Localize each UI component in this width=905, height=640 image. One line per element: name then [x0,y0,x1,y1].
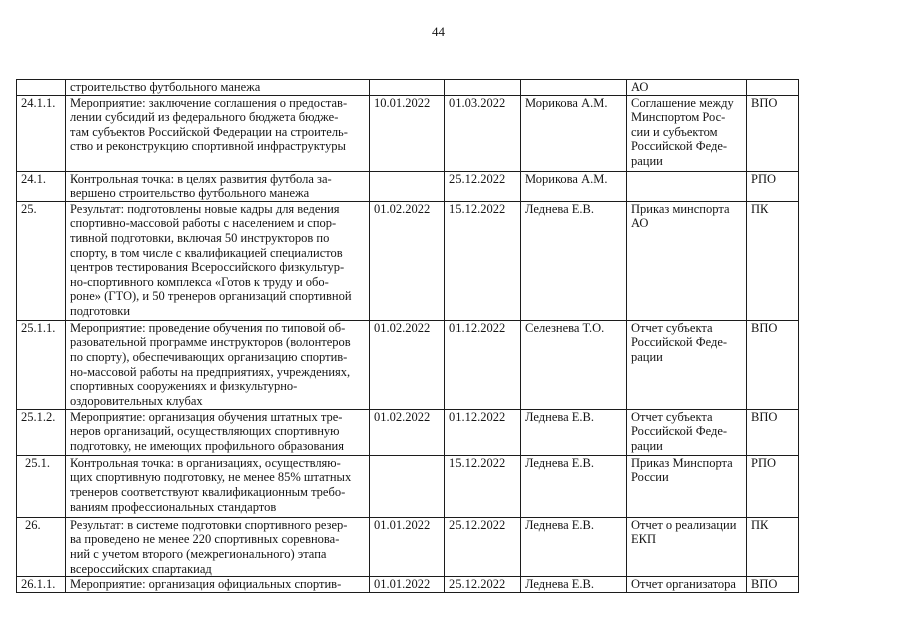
item-number-cell: 25.1.1. [17,320,66,409]
start-date-cell: 01.01.2022 [370,577,445,593]
start-date-cell: 01.02.2022 [370,409,445,455]
document-cell: Отчет субъекта Российской Феде- рации [627,320,747,409]
item-description-cell: Результат: в системе подготовки спортивного резер- ва проведено не менее 220 спортивных соревнова- ний с учетом второго (межрегионального) этапа всероссийских спартакиад [66,517,370,576]
item-number-cell: 25.1. [17,455,66,517]
item-description-cell: Результат: подготовлены новые кадры для ведения спортивно-массовой работы с населением и спор- тивной подготовки, включая 50 инструкторов по спорту, в том числе с квалификацией специалистов центров тестирования Всероссийского физкультур- но-спортивного комплекса «Готов к труду и обо- роне» (ГТО), и 50 тренеров организаций спортивной подготовки [66,201,370,320]
table-row [17,80,799,96]
table-row [17,320,799,409]
document-cell: Отчет о реализации ЕКП [627,517,747,576]
start-date-cell: 01.02.2022 [370,201,445,320]
start-date-cell: 10.01.2022 [370,95,445,171]
item-description-cell: Мероприятие: организация официальных спортив- [66,577,370,593]
page-number: 44 [432,24,445,39]
start-date-cell: 01.02.2022 [370,320,445,409]
document-cell: Отчет субъекта Российской Феде- рации [627,409,747,455]
end-date-cell [445,80,521,96]
control-type-cell: ПК [747,201,799,320]
item-description-cell: строительство футбольного манежа [66,80,370,96]
document-cell: Приказ минспорта АО [627,201,747,320]
end-date-cell: 15.12.2022 [445,455,521,517]
end-date-cell: 15.12.2022 [445,201,521,320]
document-cell: АО [627,80,747,96]
document-cell: Соглашение между Минспортом Рос- сии и субъектом Российской Феде- рации [627,95,747,171]
item-number-cell [17,80,66,96]
item-description-cell: Мероприятие: проведение обучения по типовой об- разовательной программе инструкторов (волонтеров по спорту), обеспечивающих организацию спортив- но-массовой работы на предприятиях, учреждениях, спортивных сооружениях и физкультурно- оздоровительных клубах [66,320,370,409]
start-date-cell [370,80,445,96]
control-type-cell: РПО [747,455,799,517]
schedule-table [16,79,799,593]
responsible-cell: Морикова А.М. [521,95,627,171]
item-number-cell: 26. [17,517,66,576]
table-row [17,171,799,201]
responsible-cell: Морикова А.М. [521,171,627,201]
control-type-cell: ВПО [747,95,799,171]
table-row [17,577,799,593]
table-body [17,80,799,593]
item-description-cell: Мероприятие: организация обучения штатных тре- неров организаций, осуществляющих спортивную подготовку, не имеющих профильного образования [66,409,370,455]
item-description-cell: Контрольная точка: в организациях, осуществляю- щих спортивную подготовку, не менее 85% штатных тренеров соответствуют квалификационным требо- ваниям профессиональных стандартов [66,455,370,517]
control-type-cell: ПК [747,517,799,576]
table-row [17,95,799,171]
control-type-cell [747,80,799,96]
item-number-cell: 25.1.2. [17,409,66,455]
table-row [17,517,799,576]
start-date-cell [370,455,445,517]
start-date-cell [370,171,445,201]
end-date-cell: 01.03.2022 [445,95,521,171]
start-date-cell: 01.01.2022 [370,517,445,576]
end-date-cell: 25.12.2022 [445,577,521,593]
item-description-cell: Мероприятие: заключение соглашения о предостав- лении субсидий из федерального бюджета бюдже- там субъектов Российской Федерации на строитель- ство и реконструкцию спортивной инфраструктуры [66,95,370,171]
responsible-cell: Леднева Е.В. [521,517,627,576]
responsible-cell: Леднева Е.В. [521,455,627,517]
item-number-cell: 26.1.1. [17,577,66,593]
end-date-cell: 01.12.2022 [445,409,521,455]
control-type-cell: РПО [747,171,799,201]
item-number-cell: 24.1.1. [17,95,66,171]
document-cell: Отчет организатора [627,577,747,593]
responsible-cell: Селезнева Т.О. [521,320,627,409]
document-cell [627,171,747,201]
responsible-cell: Леднева Е.В. [521,201,627,320]
table-row [17,455,799,517]
end-date-cell: 01.12.2022 [445,320,521,409]
end-date-cell: 25.12.2022 [445,517,521,576]
control-type-cell: ВПО [747,320,799,409]
table-row [17,409,799,455]
table-row [17,201,799,320]
control-type-cell: ВПО [747,577,799,593]
control-type-cell: ВПО [747,409,799,455]
responsible-cell: Леднева Е.В. [521,409,627,455]
responsible-cell: Леднева Е.В. [521,577,627,593]
item-number-cell: 24.1. [17,171,66,201]
item-number-cell: 25. [17,201,66,320]
item-description-cell: Контрольная точка: в целях развития футбола за- вершено строительство футбольного манежа [66,171,370,201]
end-date-cell: 25.12.2022 [445,171,521,201]
document-cell: Приказ Минспорта России [627,455,747,517]
responsible-cell [521,80,627,96]
